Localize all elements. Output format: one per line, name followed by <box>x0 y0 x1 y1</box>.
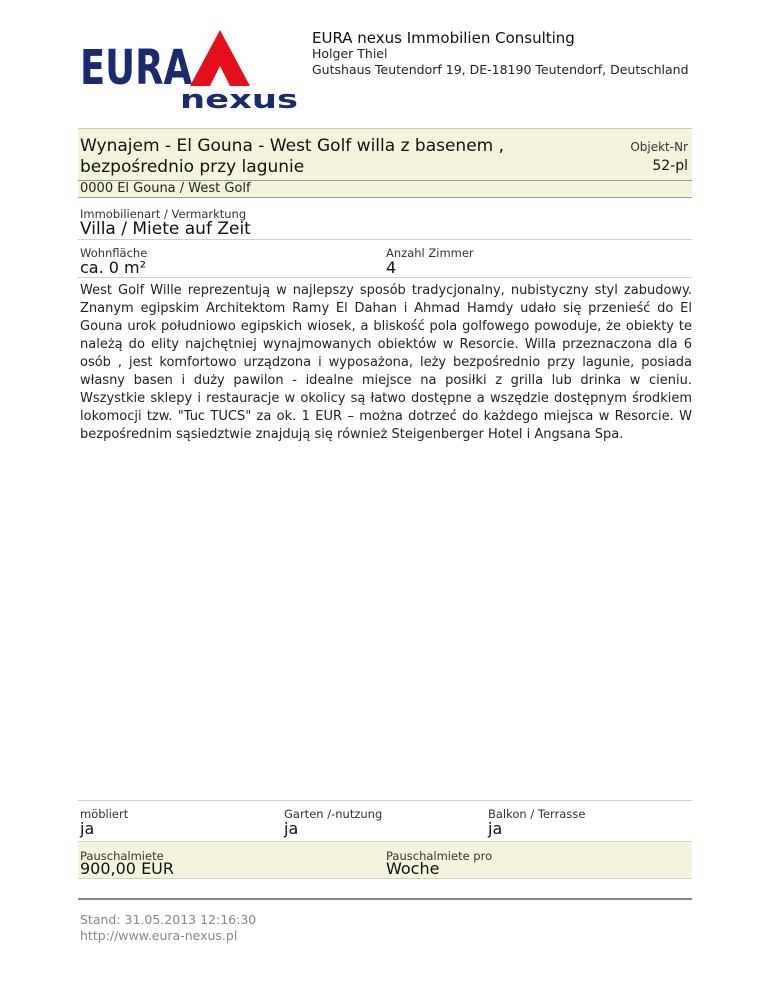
divider <box>78 277 692 278</box>
divider <box>78 239 692 240</box>
area-value: ca. 0 m² <box>80 258 147 277</box>
object-nr-value: 52-pl <box>652 158 688 174</box>
divider <box>78 800 692 801</box>
listing-description: West Golf Wille reprezentują w najlepszy sposób tradycjonalny, nubistyczny styl zabudowy. Znanym egipskim Architektom Ramy El Dahan i Ahmad Hamdy udało się przenieść do El Gouna urok południowo egipskich wiosek, a bliskość pola golfowego powoduje, że obiekty te należą do elity najchętniej wynajmowanych obiektów w Resorcie. Willa przeznaczona dla 6 osób , jest komfortowo urządzona i wyposażona, leży bezpośrednio przy lagunie, posiada własny basen i duży pawilon - idealne miejsce na posiłki z grilla lub drinka w cieniu. Wszystkie sklepy i restauracje w okolicy są łatwo dostępne a wszędzie dostępnym środkiem lokomocji tzw. "Tuc TUCS" za ok. 1 EUR – można dotrzeć do każdego miejsca w Resorcie. W bezpośrednim sąsiedztwie znajdują się również Steigenberger Hotel i Angsana Spa. <box>80 283 692 442</box>
footer-status: Stand: 31.05.2013 12:16:30 <box>80 912 257 927</box>
garden-label: Garten /-nutzung <box>284 807 383 821</box>
garden-value: ja <box>284 819 299 838</box>
balcony-label: Balkon / Terrasse <box>488 807 586 821</box>
footer-url[interactable]: http://www.eura-nexus.pl <box>80 928 238 943</box>
object-nr-label: Objekt-Nr <box>630 140 688 154</box>
furnished-value: ja <box>80 819 95 838</box>
eura-nexus-logo <box>80 28 300 112</box>
listing-location: 0000 El Gouna / West Golf <box>80 181 251 196</box>
rooms-value: 4 <box>386 258 397 277</box>
rent-value: 900,00 EUR <box>80 859 175 878</box>
contact-block <box>312 46 692 86</box>
company-name: EURA nexus Immobilien Consulting <box>312 29 575 47</box>
furnished-label: möbliert <box>80 807 129 821</box>
contact-name: Holger Thiel <box>312 46 388 61</box>
rooms-label: Anzahl Zimmer <box>386 246 474 260</box>
logo-text-sub: nexus <box>180 85 298 112</box>
type-value: Villa / Miete auf Zeit <box>80 219 251 239</box>
type-label: Immobilienart / Vermarktung <box>80 207 247 221</box>
rent-label: Pauschalmiete <box>80 849 164 863</box>
area-label: Wohnfläche <box>80 246 148 260</box>
footer-divider <box>78 898 692 900</box>
balcony-value: ja <box>488 819 503 838</box>
logo-text-main: EURA <box>80 40 192 96</box>
rent-per-label: Pauschalmiete pro <box>386 849 493 863</box>
rent-per-value: Woche <box>386 859 440 878</box>
contact-address: Gutshaus Teutendorf 19, DE-18190 Teutendorf, Deutschland <box>312 62 689 77</box>
listing-title: Wynajem - El Gouna - West Golf willa z basenem , bezpośrednio przy lagunie <box>80 136 505 176</box>
